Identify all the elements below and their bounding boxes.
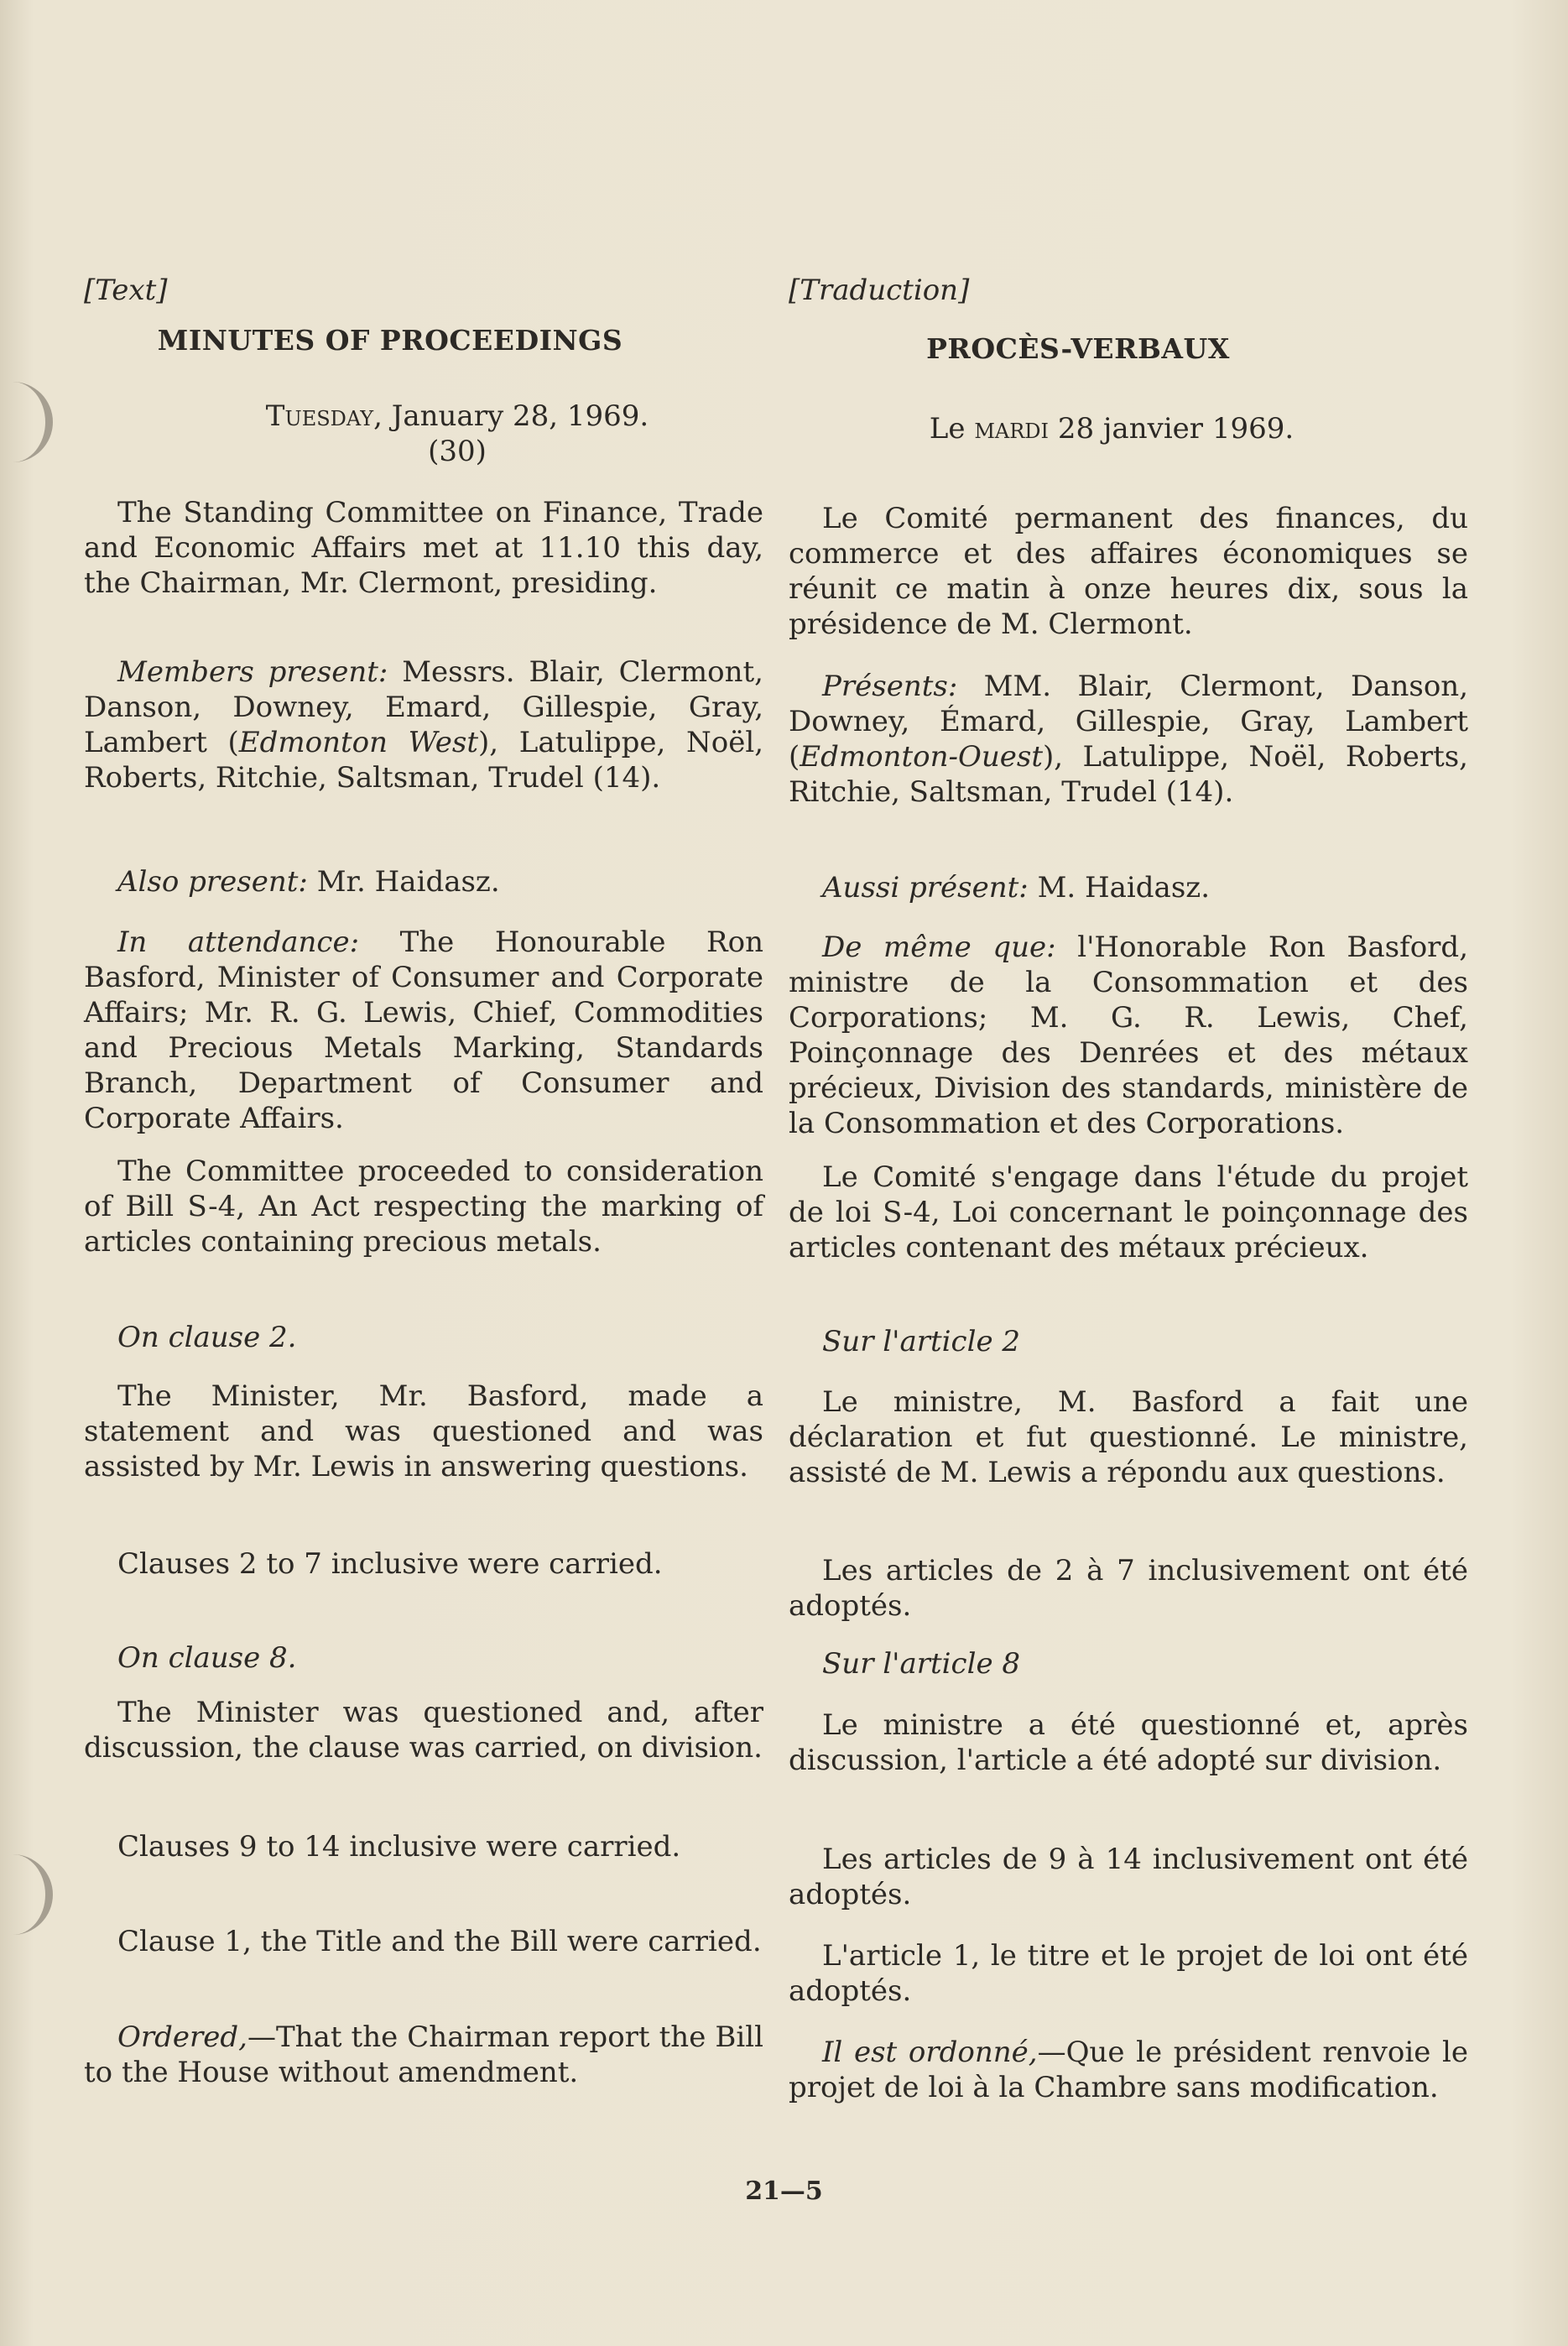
clauses-carried: Clauses 2 to 7 inclusive were carried.: [117, 1547, 663, 1581]
clause-heading: On clause 2.: [117, 1321, 297, 1354]
section-heading: PROCÈS-VERBAUX: [926, 332, 1230, 365]
clause-heading: Sur l'article 8: [822, 1647, 1021, 1681]
clause8-paragraph: Le ministre a été questionné et, après discussion, l'article a été adopté sur division.: [789, 1708, 1468, 1777]
clause1-paragraph: Clause 1, the Title and the Bill were carried.: [117, 1925, 762, 1958]
members-present: Members present: Messrs. Blair, Clermont, Danson, Downey, Emard, Gillespie, Gray, Lambert (Edmonton West), Latulippe, Noël, Roberts, Ritchie, Saltsman, Trudel (14).: [84, 655, 764, 795]
meeting-date: [117, 399, 797, 434]
in-attendance: De même que: l'Honorable Ron Basford, ministre de la Consommation et des Corporations; M. G. R. Lewis, Chef, Poinçonnage des Denrées et des métaux précieux, Division des standards, ministère de la Consommation et des Corporations.: [789, 931, 1468, 1140]
weekday: Tuesday: [265, 399, 374, 433]
minister-statement: Le ministre, M. Basford a fait une déclaration et fut questionné. Le ministre, assisté de M. Lewis a répondu aux questions.: [789, 1385, 1468, 1489]
opening-paragraph: Le Comité permanent des finances, du commerce et des affaires économiques se réunit ce matin à onze heures dix, sous la présidence de M. Clermont.: [789, 502, 1468, 641]
text-tag: [Text]: [84, 274, 168, 307]
clause-heading: On clause 8.: [117, 1641, 297, 1675]
meeting-number: (30): [428, 435, 487, 468]
ordered-paragraph: Il est ordonné,—Que le président renvoie le projet de loi à la Chambre sans modification.: [789, 2036, 1468, 2104]
members-present: Présents: MM. Blair, Clermont, Danson, Downey, Émard, Gillespie, Gray, Lambert (Edmonton-Ouest), Latulippe, Noël, Roberts, Ritchie, Saltsman, Trudel (14).: [789, 670, 1468, 809]
opening-paragraph: The Standing Committee on Finance, Trade and Economic Affairs met at 11.10 this day, the Chairman, Mr. Clermont, presiding.: [84, 496, 763, 600]
section-heading: MINUTES OF PROCEEDINGS: [157, 324, 623, 357]
minister-statement: The Minister, Mr. Basford, made a statement and was questioned and was assisted by Mr. Lewis in answering questions.: [84, 1379, 763, 1483]
clause-heading: Sur l'article 2: [822, 1325, 1021, 1358]
ordered-paragraph: Ordered,—That the Chairman report the Bill to the House without amendment.: [84, 2020, 763, 2089]
clauses-carried: Les articles de 2 à 7 inclusivement ont été adoptés.: [789, 1554, 1468, 1623]
traduction-tag: [Traduction]: [789, 274, 970, 307]
clause8-paragraph: The Minister was questioned and, after discussion, the clause was carried, on division.: [84, 1696, 763, 1765]
also-present: Also present: Mr. Haidasz.: [117, 865, 500, 899]
weekday: mardi: [974, 412, 1050, 446]
meeting-date: Le mardi 28 janvier 1969.: [929, 412, 1295, 446]
also-present: Aussi présent: M. Haidasz.: [822, 871, 1211, 905]
clauses-carried: Les articles de 9 à 14 inclusivement ont été adoptés.: [789, 1843, 1468, 1911]
in-attendance: In attendance: The Honourable Ron Basford, Minister of Consumer and Corporate Affairs; Mr. R. G. Lewis, Chief, Commodities and Precious Metals Marking, Standards Branch, Department of Consumer and Corporate Affairs.: [84, 925, 763, 1135]
proceeding-paragraph: Le Comité s'engage dans l'étude du projet de loi S-4, Loi concernant le poinçonnage des articles contenant des métaux précieux.: [789, 1160, 1468, 1264]
clauses-carried: Clauses 9 to 14 inclusive were carried.: [117, 1830, 681, 1864]
proceeding-paragraph: The Committee proceeded to consideration of Bill S-4, An Act respecting the marking of articles containing precious metals.: [84, 1155, 763, 1259]
date-text: , January 28, 1969.: [373, 399, 649, 433]
page-number: 21—5: [745, 2177, 823, 2206]
clause1-paragraph: L'article 1, le titre et le projet de loi ont été adoptés.: [789, 1939, 1468, 2008]
binding-mark: [12, 1854, 53, 1935]
binding-mark: [12, 382, 53, 462]
